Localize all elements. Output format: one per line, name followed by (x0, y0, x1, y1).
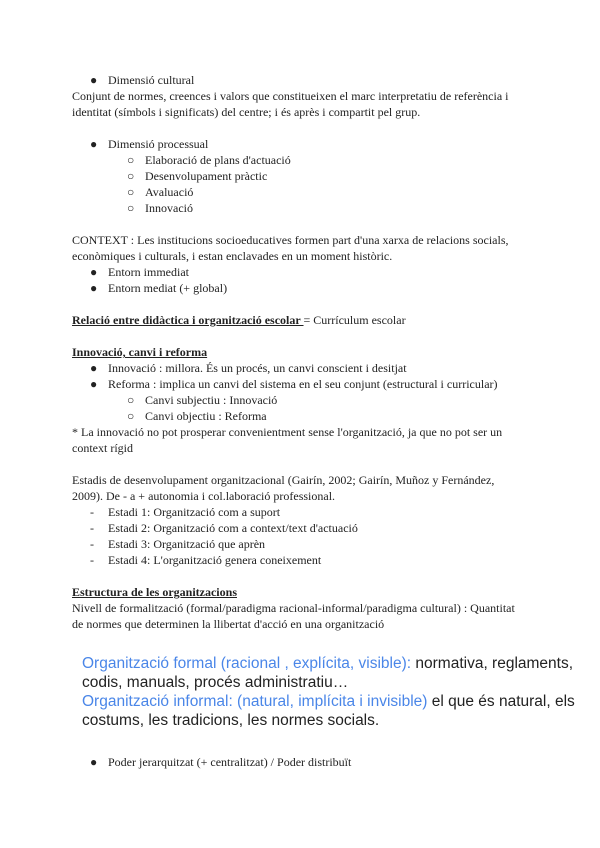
process-item: Desenvolupament pràctic (145, 169, 268, 183)
power-item: Poder jerarquitzat (+ centralitzat) / Poder distribuït (108, 755, 352, 769)
dash-bullet-icon: - (90, 505, 94, 519)
dash-bullet-icon: - (90, 521, 94, 535)
innovation-note-line1: * La innovació no pot prosperar convenientment sense l'organització, ja que no pot ser un (72, 425, 503, 439)
bullet-icon: ● (90, 755, 98, 769)
bullet-icon: ● (90, 137, 98, 151)
formal-label: Organització formal (racional , explícita, visible): (82, 655, 412, 672)
sub-bullet-icon: ○ (127, 201, 135, 215)
bullet-icon: ● (90, 377, 98, 391)
stage-item: Estadi 4: L'organització genera coneixement (108, 553, 322, 567)
reform-item: Reforma : implica un canvi del sistema en el seu conjunt (estructural i curricular) (108, 377, 498, 391)
relation-rest: = Currículum escolar (303, 313, 406, 327)
bullet-icon: ● (90, 361, 98, 375)
sub-bullet-icon: ○ (127, 393, 135, 407)
innovation-item: Innovació : millora. És un procés, un canvi conscient i desitjat (108, 361, 407, 375)
relation-line (72, 312, 406, 328)
formal-text: normativa, reglaments, (411, 655, 574, 672)
innovation-note-line2: context rígid (72, 441, 133, 455)
bullet-icon: ● (90, 281, 98, 295)
context-item: Entorn mediat (+ global) (108, 281, 228, 295)
context-paragraph-line2: econòmiques i culturals, i estan enclavades en un moment històric. (72, 249, 393, 263)
structure-title: Estructura de les organitzacions (72, 585, 237, 599)
stage-item: Estadi 1: Organització com a suport (108, 505, 281, 519)
process-item: Innovació (145, 201, 193, 215)
change-sub-item: Canvi subjectiu : Innovació (145, 393, 278, 407)
dash-bullet-icon: - (90, 553, 94, 567)
informal-label: Organització informal: (natural, implícita i invisible) (82, 693, 428, 710)
stage-item: Estadi 3: Organització que aprèn (108, 537, 266, 551)
sub-bullet-icon: ○ (127, 153, 135, 167)
formal-line2: codis, manuals, procés administratiu… (82, 674, 349, 691)
process-item: Avaluació (145, 185, 194, 199)
sub-bullet-icon: ○ (127, 185, 135, 199)
stage-item: Estadi 2: Organització com a context/text d'actuació (108, 521, 358, 535)
bullet-icon: ● (90, 73, 98, 87)
process-heading: Dimensió processual (108, 137, 209, 151)
stages-paragraph-line2: 2009). De - a + autonomia i col.laboració professional. (72, 489, 336, 503)
change-sub-item: Canvi objectiu : Reforma (145, 409, 267, 423)
structure-paragraph-line1: Nivell de formalització (formal/paradigma racional-informal/paradigma cultural) : Quantitat (72, 601, 515, 615)
context-paragraph-line1: CONTEXT : Les institucions socioeducatives formen part d'una xarxa de relacions socials, (72, 233, 509, 247)
sub-bullet-icon: ○ (127, 409, 135, 423)
culture-heading: Dimensió cultural (108, 73, 195, 87)
structure-paragraph-line2: de normes que determinen la llibertat d'acció en una organització (72, 617, 385, 631)
culture-paragraph-line2: identitat (símbols i significats) del centre; i és après i compartit pel grup. (72, 105, 421, 119)
dash-bullet-icon: - (90, 537, 94, 551)
culture-paragraph-line1: Conjunt de normes, creences i valors que constitueixen el marc interpretatiu de referència i (72, 89, 509, 103)
context-item: Entorn immediat (108, 265, 189, 279)
sub-bullet-icon: ○ (127, 169, 135, 183)
informal-line1 (82, 692, 575, 711)
formal-line1 (82, 654, 573, 673)
informal-text: el que és natural, els (427, 693, 575, 710)
informal-line2: costums, les tradicions, les normes socials. (82, 712, 380, 729)
bullet-icon: ● (90, 265, 98, 279)
relation-title: Relació entre didàctica i organització escolar (72, 313, 304, 327)
innovation-title: Innovació, canvi i reforma (72, 345, 208, 359)
process-item: Elaboració de plans d'actuació (145, 153, 291, 167)
stages-paragraph-line1: Estadis de desenvolupament organitzacional (Gairín, 2002; Gairín, Muñoz y Fernández, (72, 473, 495, 487)
